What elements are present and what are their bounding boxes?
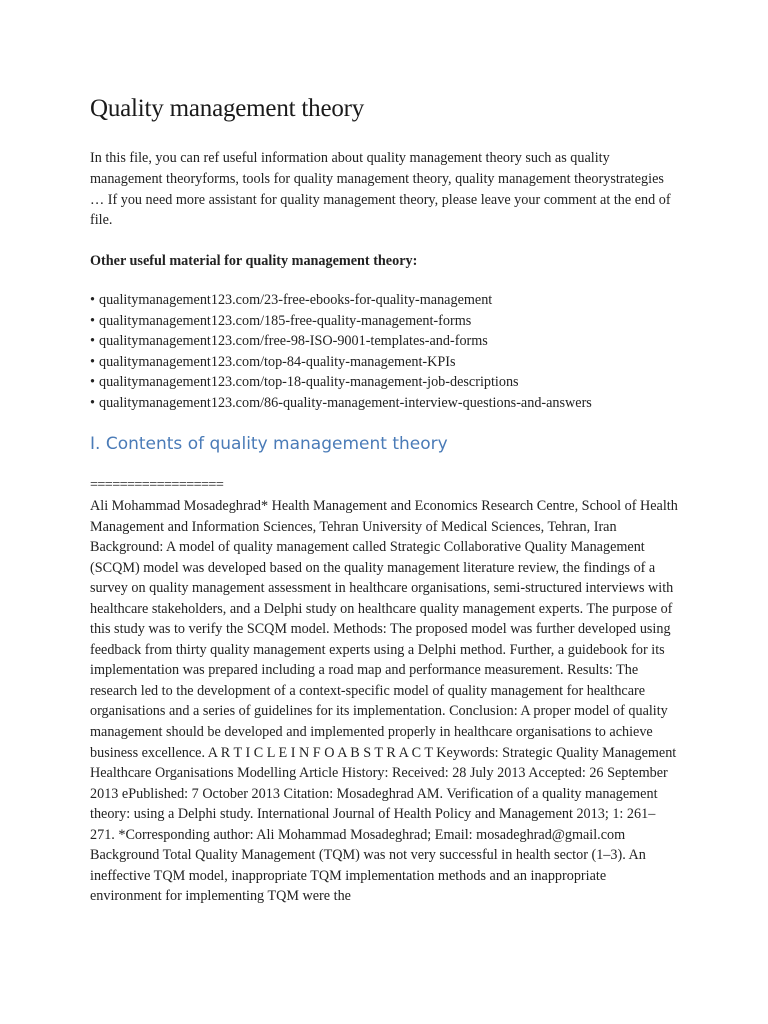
section-heading: I. Contents of quality management theory	[90, 434, 448, 454]
list-item: • qualitymanagement123.com/185-free-quality-management-forms	[90, 311, 592, 332]
page-title: Quality management theory	[90, 95, 365, 122]
body-paragraph: Ali Mohammad Mosadeghrad* Health Management and Economics Research Centre, School of Health Management and Information Sciences, Tehran University of Medical Sciences, Tehran, Iran Background: A model of quality management called Strategic Collaborative Quality Management (SCQM) model was developed based on the quality management literature review, the findings of a survey on quality management assessment in healthcare organisations, semi-structured interviews with healthcare stakeholders, and a Delphi study on healthcare quality management experts. The purpose of this study was to verify the SCQM model. Methods: The proposed model was further developed using feedback from thirty quality management experts using a Delphi method. Further, a guidebook for its implementation was prepared including a road map and performance measurement. Results: The research led to the development of a context-specific model of quality management for healthcare organisations and a series of guidelines for its implementation. Conclusion: A proper model of quality management should be developed and implemented properly in healthcare organisations to achieve business excellence. A R T I C L E I N F O A B S T R A C T Keywords: Strategic Quality Management Healthcare Organisations Modelling Article History: Received: 28 July 2013 Accepted: 26 September 2013 ePublished: 7 October 2013 Citation: Mosadeghrad AM. Verification of a quality management theory: using a Delphi study. International Journal of Health Policy and Management 2013; 1: 261– 271. *Corresponding author: Ali Mohammad Mosadeghrad; Email: mosadeghrad@gmail.com Background Total Quality Management (TQM) was not very successful in health sector (1–3). An ineffective TQM model, inappropriate TQM implementation methods and an inappropriate environment for implementing TQM were the	[90, 498, 678, 905]
list-item: • qualitymanagement123.com/top-18-quality-management-job-descriptions	[90, 372, 592, 393]
list-item: • qualitymanagement123.com/top-84-quality-management-KPIs	[90, 352, 592, 373]
useful-links-list	[90, 290, 592, 414]
separator-line: ==================	[90, 477, 224, 493]
list-item: • qualitymanagement123.com/free-98-ISO-9001-templates-and-forms	[90, 331, 592, 352]
other-material-heading: Other useful material for quality management theory:	[90, 253, 418, 269]
list-item: • qualitymanagement123.com/23-free-ebooks-for-quality-management	[90, 290, 592, 311]
list-item: • qualitymanagement123.com/86-quality-management-interview-questions-and-answers	[90, 393, 592, 414]
intro-paragraph: In this file, you can ref useful information about quality management theory such as quality management theoryforms, tools for quality management theory, quality management theorystrategies … If you need more assistant for quality management theory, please leave your comment at the end of file.	[90, 150, 671, 229]
